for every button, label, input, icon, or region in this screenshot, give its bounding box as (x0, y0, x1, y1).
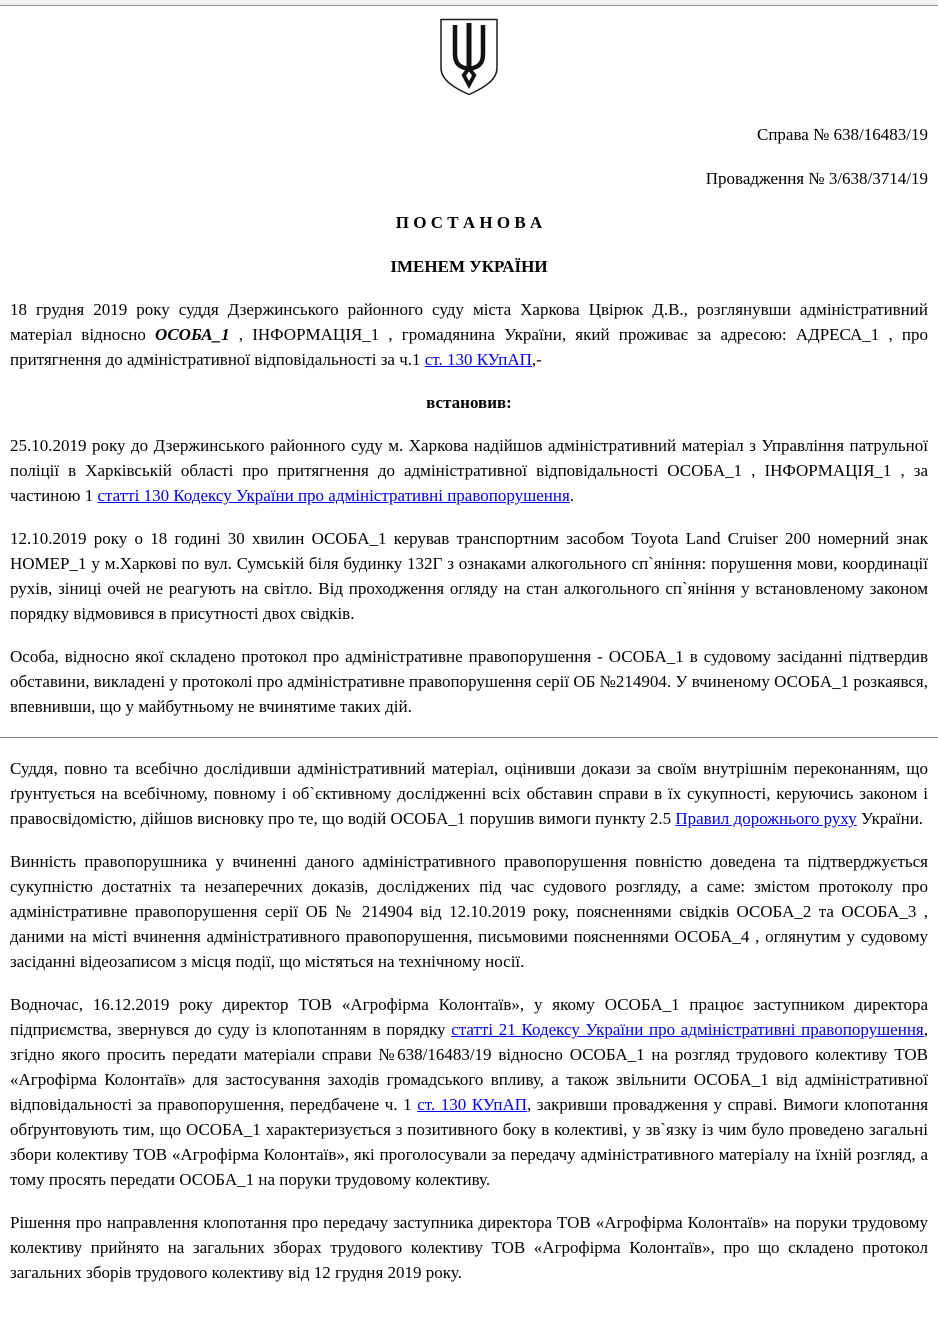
paragraph-text: 12.10.2019 року о 18 годині 30 хвилин ОСОБА_1 керував транспортним засобом Toyota Land Cruiser 200 номерний знак НОМЕР_1 у м.Харкові по вул. Сумській біля будинку 132Г з ознаками алкогольного сп`яніння: порушення мови, координації рухів, зіниці очей не реагують на світло. Від проходження огляду на стан алкогольного сп`яніння у встановленому законом порядку відмовився в присутності двох свідків. (10, 529, 928, 623)
section-divider (0, 737, 938, 738)
link-stattia-21-kodeksu[interactable]: статті 21 Кодексу України про адміністративні правопорушення (451, 1020, 924, 1039)
link-st-130-kupap[interactable]: ст. 130 КУпАП (424, 350, 532, 369)
paragraph-text: , згідно якого просить передати матеріали справи №638/16483/19 відносно ОСОБА_1 на розгляд трудового колективу ТОВ «Агрофірма Колонтаїв» для застосування заходів громадського впливу, а також звільнити ОСОБА_1 від адміністративної відповідальності за правопорушення, передбачене ч. 1 (10, 1020, 928, 1114)
proceeding-number: Провадження № 3/638/3714/19 (705, 169, 928, 188)
link-stattia-130-kodeksu[interactable]: статті 130 Кодексу України про адміністративні правопорушення (97, 486, 570, 505)
paragraph-text: ,- (531, 350, 542, 369)
person-placeholder: ОСОБА_1 (155, 325, 230, 344)
confirmation-paragraph (10, 644, 928, 719)
paragraph-text: , ІНФОРМАЦІЯ_1 , громадянина України, який проживає за адресою: АДРЕСА_1 , про притягнення до адміністративної відповідальності за ч.1 (10, 325, 929, 369)
paragraph-text: , закривши провадження у справі. Вимоги клопотання обґрунтовують тим, що ОСОБА_1 характеризується з позитивного боку в колективі, у зв`язку із чим було проведено загальні збори колективу ТОВ «Агрофірма Колонтаїв», які проголосували за передачу адміністративного матеріалу на їхній розгляд, а тому просять передати ОСОБА_1 на поруки трудовому колективу. (10, 1095, 929, 1189)
paragraph-text: 18 грудня 2019 року суддя Дзержинського районного суду міста Харкова Цвірюк Д.В., розглянувши адміністративний матеріал відносно (10, 300, 928, 344)
paragraph-text: встановив: (426, 393, 512, 412)
offense-description-paragraph (10, 526, 928, 626)
court-decision-document (0, 6, 938, 1317)
link-st-130-kupap-2[interactable]: ст. 130 КУпАП (417, 1095, 528, 1114)
paragraph-text: Водночас, 16.12.2019 року директор ТОВ «Агрофірма Колонтаїв», у якому ОСОБА_1 працює заступником директора підприємства, звернувся до суду із клопотанням в порядку (10, 995, 928, 1039)
intro-paragraph (10, 297, 928, 372)
collective-decision-paragraph (10, 1210, 928, 1285)
paragraph-text: Особа, відносно якої складено протокол про адміністративне правопорушення - ОСОБА_1 в судовому засіданні підтвердив обставини, викладені у протоколі про адміністративне правопорушення серії ОБ №214904. У вчиненому ОСОБА_1 розкаявся, впевнивши, що у майбутньому не вчинятиме таких дій. (10, 647, 928, 716)
judge-conclusion-paragraph (10, 756, 928, 831)
paragraph-text: України. (856, 809, 924, 828)
paragraph-text: Суддя, повно та всебічно дослідивши адміністративний матеріал, оцінивши докази за своїм внутрішнім переконанням, що ґрунтується на всебічному, повному і об`єктивному дослідженні всіх обставин справи в їх сукупності, керуючись законом і правосвідомістю, дійшов висновку про те, що водій ОСОБА_1 порушив вимоги пункту 2.5 (10, 759, 928, 828)
document-body (10, 297, 928, 1285)
document-subtitle: ІМЕНЕМ УКРАЇНИ (390, 257, 548, 276)
guilt-evidence-paragraph (10, 849, 928, 974)
document-title: П О С Т А Н О В А (395, 213, 543, 232)
paragraph-text: Винність правопорушника у вчиненні даного адміністративного правопорушення повністю доведена та підтверджується сукупністю достатніх та незаперечних доказів, досліджених під час судового розгляду, а саме: змістом протоколу про адміністративне правопорушення серії ОБ № 214904 від 12.10.2019 року, поясненнями свідків ОСОБА_2 та ОСОБА_3 , даними на місті вчинення адміністративного правопорушення, письмовими поясненнями ОСОБА_4 , оглянутим у судовому засіданні відеозаписом з місця події, що містяться на технічному носії. (10, 852, 928, 971)
petition-paragraph (10, 992, 928, 1192)
established-heading (10, 390, 928, 415)
material-received-paragraph (10, 433, 928, 508)
paragraph-text: . (569, 486, 575, 505)
link-pravyl-dorozhnoho-rukhu[interactable]: Правил дорожнього руху (675, 809, 857, 828)
case-number: Справа № 638/16483/19 (757, 125, 928, 144)
ukraine-trident-icon (10, 18, 928, 103)
paragraph-text: 25.10.2019 року до Дзержинського районного суду м. Харкова надійшов адміністративний матеріал з Управління патрульної поліції в Харківській області про притягнення до адміністративної відповідальності ОСОБА_1 , ІНФОРМАЦІЯ_1 , за частиною 1 (10, 436, 928, 505)
paragraph-text: Рішення про направлення клопотання про передачу заступника директора ТОВ «Агрофірма Колонтаїв» на поруки трудовому колективу прийнято на загальних зборах трудового колективу ТОВ «Агрофірма Колонтаїв», про що складено протокол загальних зборів трудового колективу від 12 грудня 2019 року. (10, 1213, 928, 1282)
